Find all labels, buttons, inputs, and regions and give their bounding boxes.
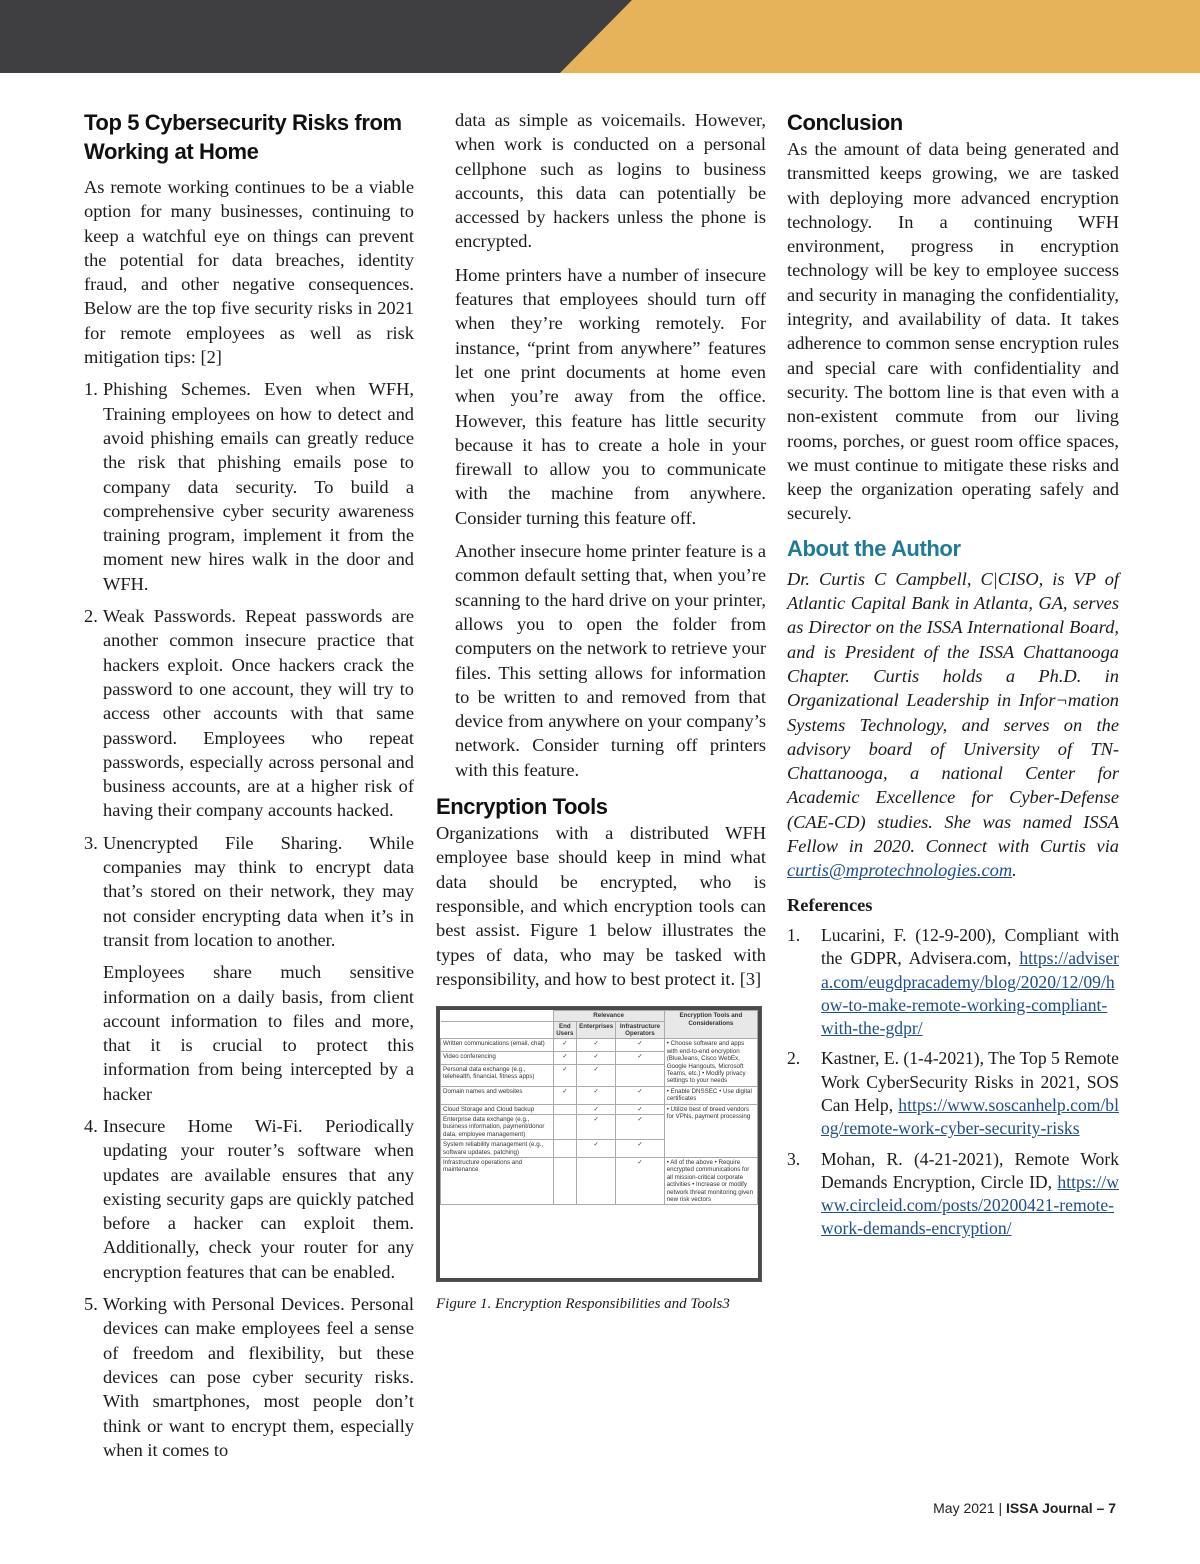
table-header: End Users <box>553 1021 577 1039</box>
paragraph: Another insecure home printer feature is a common default setting that, when you’re scanning to the hard drive on your printer, allows you to open the folder from computers on the network to retrieve your files. This setting allows for information to be written to and removed from that device from anywhere on your company’s network. Consider turning off printers with this feature. <box>455 541 766 780</box>
reference-link[interactable]: https://advisera.com/eugdpracademy/blog/2020/12/09/how-to-make-remote-working-compliant-with-the-gdpr/ <box>821 948 1119 1039</box>
table-header: Enterprises <box>577 1021 616 1039</box>
column-2 <box>436 108 766 1314</box>
table-header: Relevance <box>553 1011 664 1021</box>
author-bio: Dr. Curtis C Campbell, C|CISO, is VP of Atlantic Capital Bank in Atlanta, GA, serves as Director on the ISSA International Board, and is President of the ISSA Chattanooga Chapter. Curtis holds a Ph.D. in Organizational Leadership in Infor¬mation Systems Technology, and serves on the advisory board of University of TN-Chattanooga, a national Center for Academic Excellence for Cyber-Defense (CAE-CD) studies. She was named ISSA Fellow in 2020. Connect with Curtis via curtis@mprotechnologies.com. <box>787 568 1119 881</box>
table-row: Personal data exchange (e.g., telehealth, financial, fitness apps) ✓ ✓ <box>441 1064 758 1086</box>
table-row: Cloud Storage and Cloud backup ✓ ✓ • Utilize best of breed vendors for VPNs, payment processing <box>441 1104 758 1114</box>
list-item: 2. Weak Passwords. Repeat passwords are another common insecure practice that hackers exploit. Once hackers crack the password to one account, they will try to access other accounts with that same password. Employees who repeat passwords, especially across personal and business accounts, are at a higher risk of having their company accounts hacked. <box>84 606 414 821</box>
column-1 <box>84 108 414 1462</box>
column-3 <box>787 108 1119 1241</box>
list-item-continuation: Employees share much sensitive information on a daily basis, from client account information to files and more, that it is crucial to protect this information from being intercepted by a hacker <box>103 962 414 1104</box>
references-heading: References <box>787 894 873 915</box>
table-row: Video conferencing ✓ ✓ ✓ <box>441 1052 758 1065</box>
author-email-link[interactable]: curtis@mprotechnologies.com <box>787 860 1013 881</box>
table-row: System reliability management (e.g., software updates, patching) ✓ ✓ <box>441 1140 758 1158</box>
list-item: 5. Working with Personal Devices. Personal devices can make employees feel a sense of freedom and flexibility, but these devices can pose cyber security risks. With smartphones, most people don’t think or want to encrypt them, especially when it comes to <box>84 1294 414 1460</box>
table-row: Enterprise data exchange (e.g., business information, payment/donor data, employee management) ✓ ✓ <box>441 1114 758 1139</box>
paragraph: data as simple as voicemails. However, when work is conducted on a personal cellphone such as logins to business accounts, this data can potentially be accessed by hackers unless the phone is encrypted. <box>455 110 766 252</box>
table-header: Infrastructure Operators <box>616 1021 665 1039</box>
section-heading-risks: Top 5 Cybersecurity Risks from Working at Home <box>84 110 402 164</box>
table-row: Domain names and websites ✓ ✓ ✓ • Enable DNSSEC • Use digital certificates <box>441 1086 758 1104</box>
list-item: 3. Unencrypted File Sharing. While companies may think to encrypt data that’s stored on their network, they may not consider encrypting data when it’s in transit from location to another. Employees share much sensitive information on a daily basis, from client account information to files and more, that it is crucial to protect this information from being intercepted by a hacker <box>84 831 414 1106</box>
list-item: 2. Kastner, E. (1-4-2021), The Top 5 Remote Work CyberSecurity Risks in 2021, SOS Can Help, https://www.soscanhelp.com/blog/remote-work-cyber-security-risks <box>787 1048 1119 1139</box>
list-item: 3. Mohan, R. (4-21-2021), Remote Work Demands Encryption, Circle ID, https://www.circleid.com/posts/20200421-remote-work-demands-encryption/ <box>787 1148 1119 1239</box>
section-heading-about-author: About the Author <box>787 535 961 561</box>
references-list <box>787 924 1119 1241</box>
section-heading-conclusion: Conclusion <box>787 110 903 135</box>
figure-1 <box>436 1006 762 1282</box>
header-band <box>0 0 1200 73</box>
table-header: Encryption Tools and Considerations <box>664 1011 757 1039</box>
header-accent-stripe <box>560 0 1200 73</box>
encryption-table-image <box>440 1010 758 1278</box>
paragraph: Home printers have a number of insecure features that employees should turn off when they’re working remotely. For instance, “print from anywhere” features let one print documents at home even when you’re away from the office. However, this feature has little security because it has to create a hole in your firewall to allow you to communicate with the machine from anywhere. Consider turning this feature off. <box>455 264 766 528</box>
table-row: Written communications (email, chat) ✓ ✓ ✓ • Choose software and apps with end-to-end encryption (BlueJeans, Cisco WebEx, Google Hangouts, Microsoft Teams, etc.) • Modify privacy settings to your needs <box>441 1039 758 1052</box>
paragraph: Organizations with a distributed WFH employee base should keep in mind what data should be encrypted, who is responsible, and which encryption tools can best assist. Figure 1 below illustrates the types of data, who may be tasked with responsibility, and how to best protect it. [3] <box>436 823 766 989</box>
footer-journal: ISSA Journal – 7 <box>1006 1500 1116 1516</box>
reference-link[interactable]: https://www.circleid.com/posts/20200421-remote-work-demands-encryption/ <box>821 1171 1119 1239</box>
encryption-table <box>440 1010 758 1205</box>
footer-date: May 2021 | <box>933 1500 1007 1516</box>
list-item: 1. Phishing Schemes. Even when WFH, Training employees on how to detect and avoid phishing emails can greatly reduce the risk that phishing emails pose to company data security. To build a comprehensive cyber security awareness training program, implement it from the moment new hires walk in the door and WFH. <box>84 379 414 594</box>
section-heading-encryption: Encryption Tools <box>436 794 608 820</box>
reference-link[interactable]: https://www.soscanhelp.com/blog/remote-work-cyber-security-risks <box>821 1094 1119 1139</box>
list-item: 1. Lucarini, F. (12-9-200), Compliant with the GDPR, Advisera.com, https://advisera.com/eugdpracademy/blog/2020/12/09/how-to-make-remote-working-compliant-with-the-gdpr/ <box>787 924 1119 1039</box>
page-footer <box>933 1500 1116 1516</box>
risk-list <box>84 377 414 1462</box>
figure-caption: Figure 1. Encryption Responsibilities and Tools3 <box>436 1296 730 1313</box>
conclusion-paragraph: As the amount of data being generated and transmitted keeps growing, we are tasked with deploying more advanced encryption technology. In a continuing WFH environment, progress in encryption technology will be key to employee success and security in managing the confidentiality, integrity, and availability of data. It takes adherence to common sense encryption rules and special care with confidentiality and security. The bottom line is that even with a non-existent commute from our living rooms, porches, or guest room office spaces, we must continue to mitigate these risks and keep the organization operating safely and securely. <box>787 139 1119 524</box>
list-item: 4. Insecure Home Wi-Fi. Periodically updating your router’s software when updates are available ensures that any existing security gaps are quickly patched before a hacker can exploit them. Additionally, check your router for any encryption features that can be enabled. <box>84 1115 414 1282</box>
table-row: Infrastructure operations and maintenance ✓ • All of the above • Require encrypted communications for all mission-critical corporate activities • Increase or modify network threat monitoring given new risk vectors <box>441 1158 758 1205</box>
intro-paragraph: As remote working continues to be a viable option for many businesses, continuing to keep a watchful eye on things can prevent the potential for data breaches, identity fraud, and other negative consequences. Below are the top five security risks in 2021 for remote employees as well as risk mitigation tips: [2] <box>84 177 414 368</box>
